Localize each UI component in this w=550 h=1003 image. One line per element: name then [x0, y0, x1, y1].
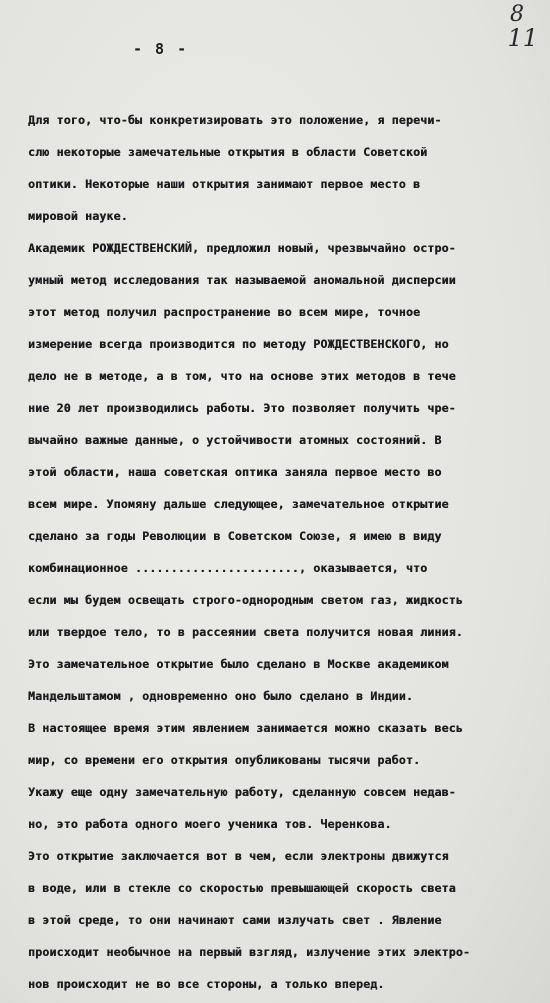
text-line: нов происходит не во все стороны, а только вперед.	[28, 977, 385, 991]
text-line: Академик РОЖДЕСТВЕНСКИЙ, предложил новый, чрезвычайно остро-	[28, 241, 456, 255]
folio-number-top: 8	[510, 2, 524, 27]
text-line: Это замечательное открытие было сделано в Москве академиком	[28, 657, 449, 671]
text-line: дело не в методе, а в том, что на основе этих методов в тече	[28, 369, 456, 383]
text-line: но, это работа одного моего ученика тов. Черенкова.	[28, 817, 392, 831]
text-line: Укажу еще одну замечательную работу, сделанную совсем недав-	[28, 785, 456, 799]
text-line: слю некоторые замечательные открытия в области Советской	[28, 145, 428, 159]
text-line: происходит необычное на первый взгляд, излучение этих электро-	[28, 945, 471, 959]
page-number: - 8 -	[133, 40, 189, 58]
text-line: оптики. Некоторые наши открытия занимают первое место в	[28, 177, 421, 191]
text-line: или твердое тело, то в рассеянии света получится новая линия.	[28, 625, 463, 639]
text-line: этот метод получил распространение во всем мире, точное	[28, 305, 421, 319]
text-line: в воде, или в стекле со скоростью превышающей скорость света	[28, 881, 456, 895]
text-line: если мы будем освещать строго-однородным светом газ, жидкость	[28, 593, 463, 607]
text-line: этой области, наша советская оптика заняла первое место во	[28, 465, 442, 479]
text-line: сделано за годы Революции в Советском Союзе, я имею в виду	[28, 529, 442, 543]
text-line: мировой науке.	[28, 209, 128, 223]
folio-number-bottom: 11	[507, 24, 538, 52]
text-line: комбинационное ......................., оказывается, что	[28, 561, 428, 575]
text-line: Мандельштамом , одновременно оно было сделано в Индии.	[28, 689, 414, 703]
text-line: ние 20 лет производились работы. Это позволяет получить чре-	[28, 401, 456, 415]
text-line: измерение всегда производится по методу РОЖДЕСТВЕНСКОГО, но	[28, 337, 449, 351]
text-line: Это открытие заключается вот в чем, если электроны движутся	[28, 849, 449, 863]
text-line: мир, со времени его открытия опубликованы тысячи работ.	[28, 753, 421, 767]
text-line: Для того, что-бы конкретизировать это положение, я перечи-	[28, 113, 442, 127]
text-line: всем мире. Упомяну дальше следующее, замечательное открытие	[28, 497, 449, 511]
text-line: В настоящее время этим явлением занимается можно сказать весь	[28, 721, 463, 735]
text-line: в этой среде, то они начинают сами излучать свет . Явление	[28, 913, 442, 927]
text-line: вычайно важные данные, о устойчивости атомных состояний. В	[28, 433, 442, 447]
text-line: умный метод исследования так называемой аномальной дисперсии	[28, 273, 456, 287]
